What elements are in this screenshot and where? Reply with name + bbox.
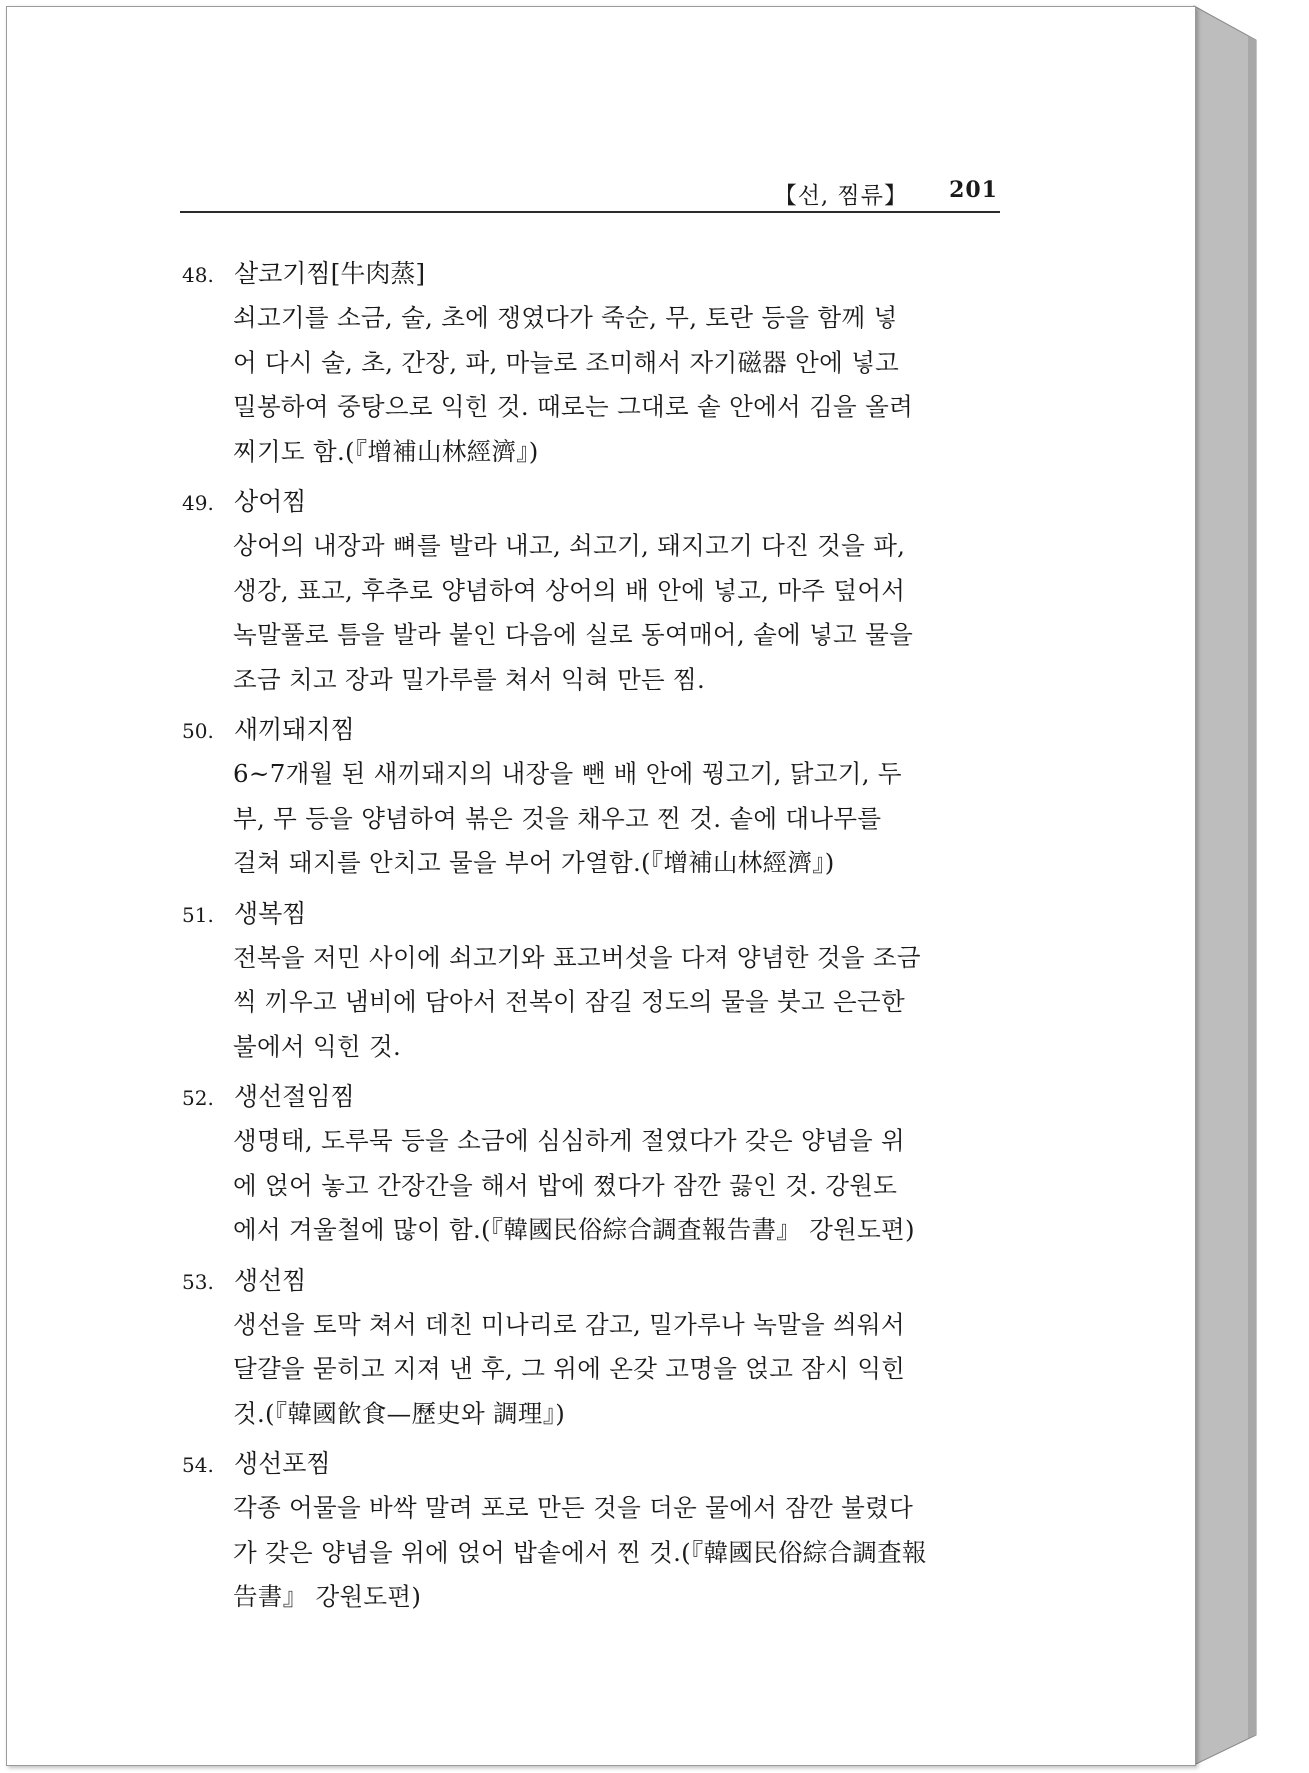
entry-description <box>233 1303 1000 1437</box>
text-line: 찌기도 함.(『增補山林經濟』) <box>233 436 539 466</box>
text-line: 쇠고기를 소금, 술, 초에 쟁였다가 죽순, 무, 토란 등을 함께 넣 <box>233 303 898 332</box>
entry-heading <box>182 1442 1002 1486</box>
text-line: 전복을 저민 사이에 쇠고기와 표고버섯을 다져 양념한 것을 조금 <box>233 942 921 972</box>
entry-heading <box>182 1259 1002 1303</box>
entry-49 <box>182 480 1002 702</box>
entry-number: 49. <box>182 491 214 515</box>
text-line: 부, 무 등을 양념하여 볶은 것을 채우고 찐 것. 솥에 대나무를 <box>233 803 882 833</box>
entry-53 <box>182 1259 1002 1437</box>
entry-title: 생선찜 <box>234 1265 307 1295</box>
text-line: 6~7개월 된 새끼돼지의 내장을 뺀 배 안에 꿩고기, 닭고기, 두 <box>233 759 902 788</box>
entry-51 <box>182 892 1002 1070</box>
entry-50 <box>182 708 1002 886</box>
text-line: 어 다시 술, 초, 간장, 파, 마늘로 조미해서 자기磁器 안에 넣고 <box>233 347 900 377</box>
text-line: 불에서 익힌 것. <box>233 1031 402 1061</box>
entry-title: 새끼돼지찜 <box>234 715 355 744</box>
entry-number: 51. <box>182 902 214 927</box>
text-line: 씩 끼우고 냄비에 담아서 전복이 잠길 정도의 물을 붓고 은근한 <box>233 987 905 1016</box>
entry-title: 살코기찜[牛肉蒸] <box>234 259 426 288</box>
text-line: 가 갖은 양념을 위에 얹어 밥솥에서 찐 것.(『韓國民俗綜合調査報 <box>233 1537 927 1567</box>
entry-48 <box>182 252 1002 474</box>
entry-heading <box>182 892 1002 936</box>
entry-title: 생선절임찜 <box>234 1082 355 1111</box>
entry-description <box>233 1486 1000 1620</box>
text-line: 걸쳐 돼지를 안치고 물을 부어 가열함.(『增補山林經濟』) <box>233 848 835 877</box>
text-line: 告書』 강원도편) <box>233 1582 422 1611</box>
entry-number: 54. <box>182 1453 214 1477</box>
running-header <box>180 177 1000 213</box>
entry-heading <box>182 708 1002 752</box>
entry-description <box>233 296 1000 474</box>
entry-heading <box>182 252 1002 296</box>
entry-title: 상어찜 <box>234 487 307 516</box>
entry-title: 생복찜 <box>234 898 307 928</box>
text-line: 상어의 내장과 뼈를 발라 내고, 쇠고기, 돼지고기 다진 것을 파, <box>233 531 906 560</box>
text-line: 밀봉하여 중탕으로 익힌 것. 때로는 그대로 솥 안에서 김을 올려 <box>233 392 914 421</box>
entry-number: 52. <box>182 1086 214 1110</box>
text-line: 에서 겨울철에 많이 함.(『韓國民俗綜合調査報告書』 강원도편) <box>233 1215 915 1244</box>
text-line: 것.(『韓國飮食—歷史와 調理』) <box>233 1398 566 1428</box>
book-page-edge <box>1186 0 1309 1773</box>
entry-title: 생선포찜 <box>234 1449 331 1478</box>
text-line: 달걀을 묻히고 지져 낸 후, 그 위에 온갖 고명을 얹고 잠시 익힌 <box>233 1354 906 1383</box>
entry-number: 48. <box>182 263 214 287</box>
entry-number: 50. <box>182 719 214 743</box>
section-title: 【선, 찜류】 <box>773 183 908 209</box>
entry-description <box>233 524 1000 702</box>
text-line: 생선을 토막 쳐서 데친 미나리로 감고, 밀가루나 녹말을 씌워서 <box>233 1309 905 1339</box>
text-line: 생강, 표고, 후추로 양념하여 상어의 배 안에 넣고, 마주 덮어서 <box>233 575 906 605</box>
entry-number: 53. <box>182 1269 214 1294</box>
text-line: 에 얹어 놓고 간장간을 해서 밥에 쪘다가 잠깐 끓인 것. 강원도 <box>233 1170 898 1200</box>
text-line: 각종 어물을 바싹 말려 포로 만든 것을 더운 물에서 잠깐 불렸다 <box>233 1493 914 1522</box>
entry-54 <box>182 1442 1002 1620</box>
entry-description <box>233 1119 1000 1253</box>
page-number: 201 <box>949 177 998 203</box>
entry-heading <box>182 480 1002 524</box>
text-line: 생명태, 도루묵 등을 소금에 심심하게 절였다가 갖은 양념을 위 <box>233 1126 905 1155</box>
entry-description <box>233 752 1000 886</box>
text-line: 조금 치고 장과 밀가루를 쳐서 익혀 만든 찜. <box>233 664 706 694</box>
entry-description <box>233 936 1000 1070</box>
entry-52 <box>182 1075 1002 1253</box>
text-line: 녹말풀로 틈을 발라 붙인 다음에 실로 동여매어, 솥에 넣고 물을 <box>233 620 914 649</box>
entry-heading <box>182 1075 1002 1119</box>
glossary-entries <box>182 252 1002 1626</box>
